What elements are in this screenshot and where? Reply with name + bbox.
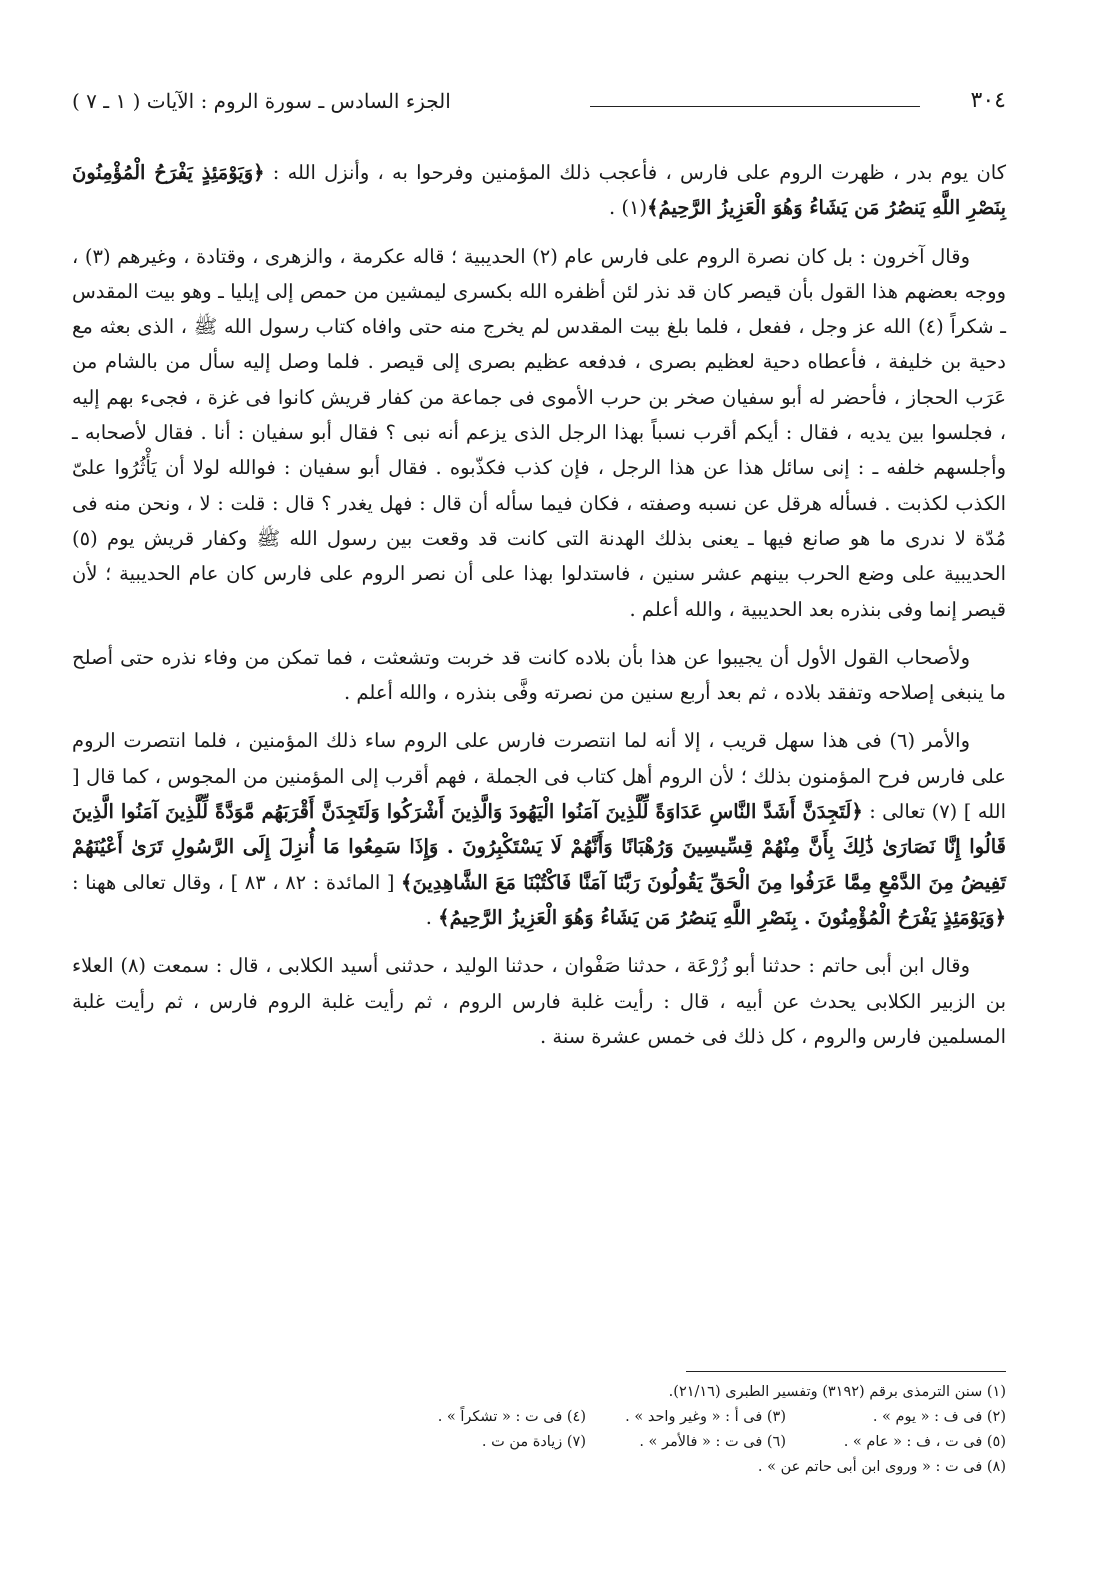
paragraph-2: وقال آخرون : بل كان نصرة الروم على فارس عام (٢) الحديبية ؛ قاله عكرمة ، والزهرى ، وقتادة ، وغيرهم (٣) ، ووجه بعضهم هذا القول بأن قيصر كان قد نذر لئن أظفره الله بكسرى ليمشين من حمص إلى إيليا ـ وهو بيت المقدس ـ شكراً (٤) الله عز وجل ، ففعل ، فلما بلغ بيت المقدس لم يخرج منه حتى وافاه كتاب رسول الله ﷺ ، الذى بعثه مع دحية بن خليفة ، فأعطاه دحية لعظيم بصرى ، فدفعه عظيم بصرى إلى قيصر . فلما وصل إليه سأل من بالشام من عَرَب الحجاز ، فأحضر له أبو سفيان صخر بن حرب الأموى فى جماعة من كفار قريش كانوا فى غزة ، فجىء بهم إليه ، فجلسوا بين يديه ، فقال : أيكم أقرب نسباً بهذا الرجل الذى يزعم أنه نبى ؟ فقال أبو سفيان : أنا . فقال لأصحابه ـ وأجلسهم خلفه ـ : إنى سائل هذا عن هذا الرجل ، فإن كذب فكذّبوه . فقال أبو سفيان : فوالله لولا أن يَأْثُرُوا علىّ الكذب لكذبت . فسأله هرقل عن نسبه وصفته ، فكان فيما سأله أن قال : فهل يغدر ؟ قال : قلت : لا ، ونحن منه فى مُدّة لا ندرى ما هو صانع فيها ـ يعنى بذلك الهدنة التى كانت قد وقعت بين رسول الله ﷺ وكفار قريش يوم (٥) الحديبية على وضع الحرب بينهم عشر سنين ، فاستدلوا بهذا على أن نصر الروم على فارس كان عام الحديبية ؛ لأن قيصر إنما وفى بنذره بعد الحديبية ، والله أعلم . <box>72 244 1006 621</box>
quran-verse: ﴿وَيَوْمَئِذٍ يَفْرَحُ الْمُؤْمِنُونَ بِنَصْرِ اللَّهِ يَنصُرُ مَن يَشَاءُ وَهُوَ الْعَزِيزُ الرَّحِيمُ﴾ <box>72 161 1006 220</box>
quran-verse: ﴿لَتَجِدَنَّ أَشَدَّ النَّاسِ عَدَاوَةً لِّلَّذِينَ آمَنُوا الْيَهُودَ وَالَّذِينَ أَشْرَكُوا وَلَتَجِدَنَّ أَقْرَبَهُم مَّوَدَّةً لِّلَّذِينَ آمَنُوا الَّذِينَ قَالُوا إِنَّا نَصَارَىٰ ذَٰلِكَ بِأَنَّ مِنْهُمْ قِسِّيسِينَ وَرُهْبَانًا وَأَنَّهُمْ لَا يَسْتَكْبِرُونَ . وَإِذَا سَمِعُوا مَا أُنزِلَ إِلَى الرَّسُولِ تَرَىٰ أَعْيُنَهُمْ تَفِيضُ مِنَ الدَّمْعِ مِمَّا عَرَفُوا مِنَ الْحَقِّ يَقُولُونَ رَبَّنَا آمَنَّا فَاكْتُبْنَا مَعَ الشَّاهِدِينَ﴾ <box>72 800 1006 894</box>
paragraph-4-end: . <box>425 905 439 929</box>
paragraph-4 <box>72 723 1006 935</box>
footnote-3: (٣) فى أ : « وغير واحد » . <box>625 1409 786 1425</box>
footnote-row <box>72 1405 1006 1430</box>
paragraph-1 <box>72 155 1006 226</box>
page-number: ٣٠٤ <box>970 88 1006 113</box>
header-rule <box>590 106 920 107</box>
footnote-ref: (١) . <box>608 196 648 220</box>
paragraph-5: وقال ابن أبى حاتم : حدثنا أبو زُرْعَة ، حدثنا صَفْوان ، حدثنا الوليد ، حدثنى أسيد الكلابى ، قال : سمعت (٨) العلاء بن الزبير الكلابى يحدث عن أبيه ، قال : رأيت غلبة فارس الروم ، ثم رأيت غلبة الروم فارس ، ثم رأيت غلبة المسلمين فارس والروم ، كل ذلك فى خمس عشرة سنة . <box>72 954 1006 1048</box>
footnote-6: (٦) فى ت : « فالأمر » . <box>639 1434 786 1450</box>
footnote-4: (٤) فى ت : « تشكراً » . <box>437 1409 586 1425</box>
footnote-row <box>72 1430 1006 1455</box>
footnote-1: (١) سنن الترمذى برقم (٣١٩٢) وتفسير الطبرى (٢١/١٦). <box>668 1384 1006 1400</box>
paragraph-3: ولأصحاب القول الأول أن يجيبوا عن هذا بأن بلاده كانت قد خربت وتشعثت ، فما تمكن من وفاء نذره حتى أصلح ما ينبغى إصلاحه وتفقد بلاده ، ثم بعد أربع سنين من نصرته وفَّى بنذره ، والله أعلم . <box>72 645 1006 705</box>
footnote-5: (٥) فى ت ، ف : « عام » . <box>843 1434 1006 1450</box>
quran-verse: ﴿وَيَوْمَئِذٍ يَفْرَحُ الْمُؤْمِنُونَ . بِنَصْرِ اللَّهِ يَنصُرُ مَن يَشَاءُ وَهُوَ الْعَزِيزُ الرَّحِيمُ﴾ <box>438 905 1006 929</box>
main-text <box>72 155 1006 1067</box>
footnote-separator <box>686 1371 1006 1372</box>
footnote-7: (٧) زيادة من ت . <box>481 1434 586 1450</box>
page-header <box>72 86 1006 118</box>
footnotes <box>72 1380 1006 1480</box>
paragraph-1-text: كان يوم بدر ، ظهرت الروم على فارس ، فأعجب ذلك المؤمنين وفرحوا به ، وأنزل الله : <box>264 161 1006 184</box>
footnote-2: (٢) فى ف : « يوم » . <box>872 1409 1006 1425</box>
footnote-8: (٨) فى ت : « وروى ابن أبى حاتم عن » . <box>757 1459 1006 1475</box>
running-title: الجزء السادس ـ سورة الروم : الآيات ( ١ ـ ٧ ) <box>72 89 451 113</box>
verse-reference: [ المائدة : ٨٢ ، ٨٣ ] ، وقال تعالى ههنا : <box>72 870 402 894</box>
paragraph-4-text: والأمر (٦) فى هذا سهل قريب ، إلا أنه لما انتصرت فارس على الروم ساء ذلك المؤمنين ، فلما انتصرت الروم على فارس فرح المؤمنون بذلك ؛ لأن الروم أهل كتاب فى الجملة ، فهم أقرب إلى المؤمنين من المجوس ، كما قال [ الله ] (٧) تعالى : <box>72 729 1006 824</box>
